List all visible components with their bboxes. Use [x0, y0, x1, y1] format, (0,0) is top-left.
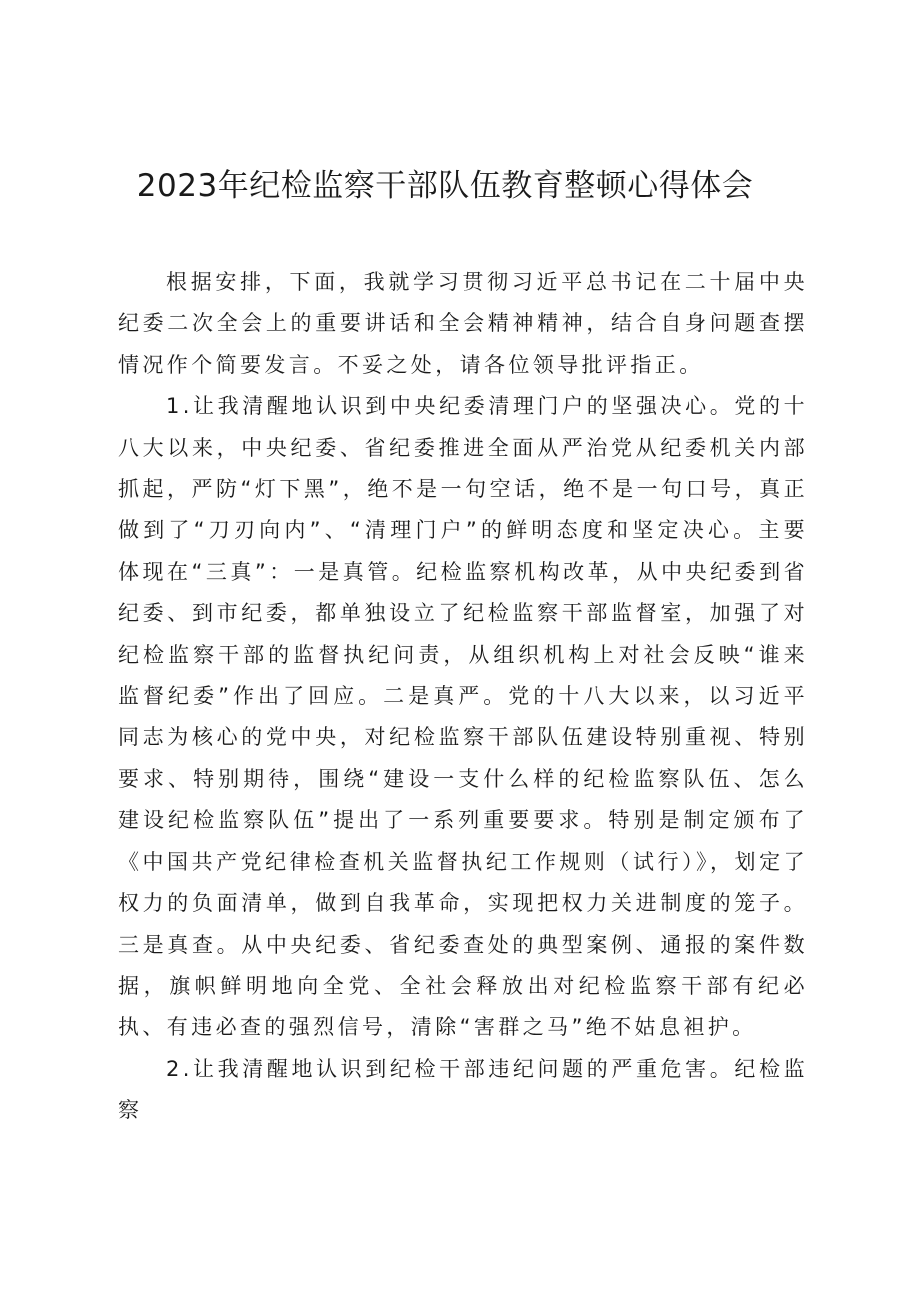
paragraph-point-2: 2.让我清醒地认识到纪检干部违纪问题的严重危害。纪检监察: [118, 1056, 808, 1123]
document-title: 2023年纪检监察干部队伍教育整顿心得体会: [136, 168, 754, 204]
document-body: [118, 262, 808, 1132]
paragraph-intro: 根据安排，下面，我就学习贯彻习近平总书记在二十届中央纪委二次全会上的重要讲话和全会精神精神，结合自身问题查摆情况作个简要发言。不妥之处，请各位领导批评指正。: [118, 270, 808, 377]
paragraph-point-1: 1.让我清醒地认识到中央纪委清理门户的坚强决心。党的十八大以来，中央纪委、省纪委推进全面从严治党从纪委机关内部抓起，严防“灯下黑”，绝不是一句空话，绝不是一句口号，真正做到了“刀刃向内”、“清理门户”的鲜明态度和坚定决心。主要体现在“三真”：一是真管。纪检监察机构改革，从中央纪委到省纪委、到市纪委，都单独设立了纪检监察干部监督室，加强了对纪检监察干部的监督执纪问责，从组织机构上对社会反映“谁来监督纪委”作出了回应。二是真严。党的十八大以来，以习近平同志为核心的党中央，对纪检监察干部队伍建设特别重视、特别要求、特别期待，围绕“建设一支什么样的纪检监察队伍、怎么建设纪检监察队伍”提出了一系列重要要求。特别是制定颁布了《中国共产党纪律检查机关监督执纪工作规则（试行）》，划定了权力的负面清单，做到自我革命，实现把权力关进制度的笼子。三是真查。从中央纪委、省纪委查处的典型案例、通报的案件数据，旗帜鲜明地向全党、全社会释放出对纪检监察干部有纪必执、有违必查的强烈信号，清除“害群之马”绝不姑息袒护。: [118, 394, 808, 1040]
